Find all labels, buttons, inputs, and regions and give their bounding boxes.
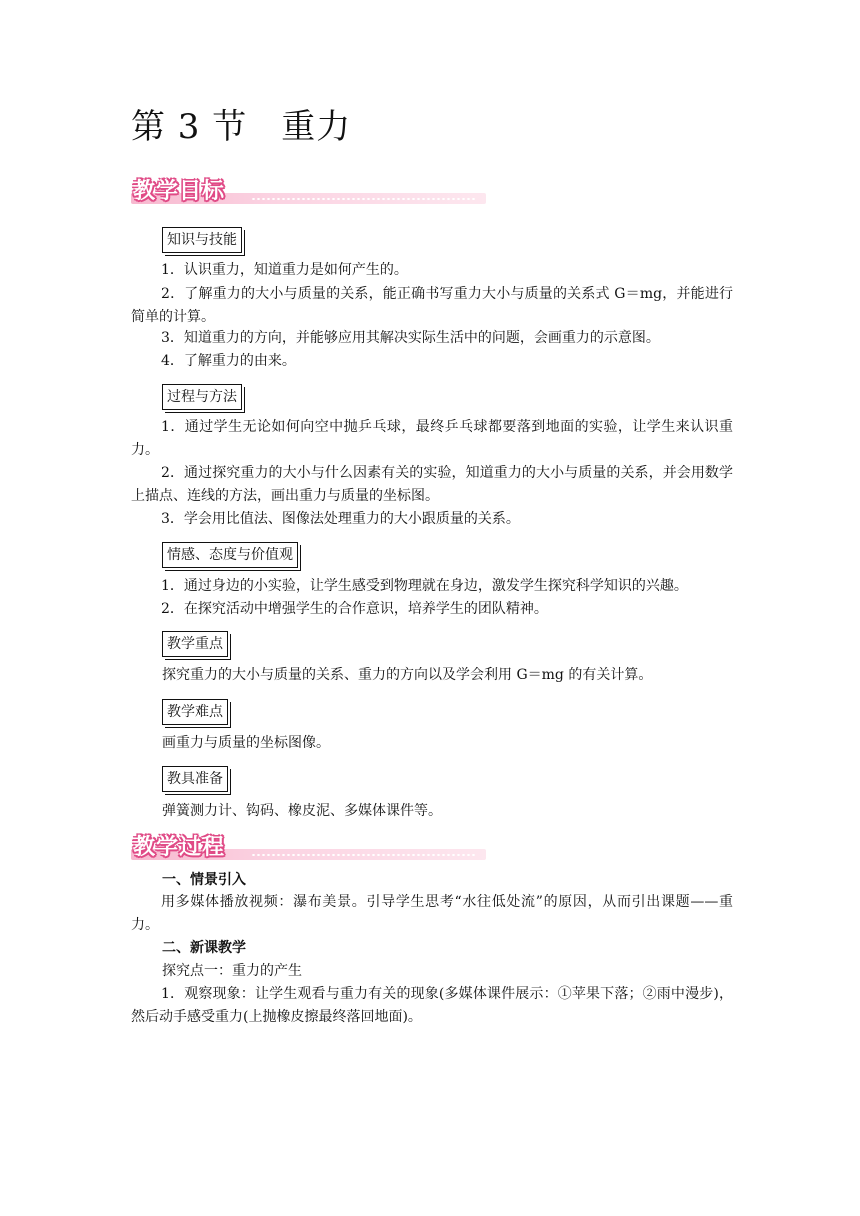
- process-method-item-3: 3．学会用比值法、图像法处理重力的大小跟质量的关系。: [161, 511, 520, 527]
- observe-item-1: 1．观察现象：让学生观看与重力有关的现象(多媒体课件展示：①苹果下落；②雨中漫步)，然后动手感受重力(上抛橡皮擦最终落回地面)。: [131, 986, 733, 1025]
- tools-heading: 教具准备: [162, 766, 228, 792]
- process-method-item-1: 1．通过学生无论如何向空中抛乒乓球，最终乒乓球都要落到地面的实验，让学生来认识重力。: [131, 419, 733, 458]
- explore-point-1: 探究点一：重力的产生: [162, 963, 302, 979]
- knowledge-item-3: 3．知道重力的方向，并能够应用其解决实际生活中的问题，会画重力的示意图。: [161, 330, 660, 346]
- process-method-item-2: 2．通过探究重力的大小与什么因素有关的实验，知道重力的大小与质量的关系，并会用数学上描点、连线的方法，画出重力与质量的坐标图。: [131, 465, 733, 504]
- difficulty-heading: 教学难点: [162, 699, 228, 725]
- key-point-text: 探究重力的大小与质量的关系、重力的方向以及学会利用 G＝mg 的有关计算。: [162, 667, 653, 683]
- knowledge-item-4: 4．了解重力的由来。: [161, 353, 296, 369]
- tools-text: 弹簧测力计、钩码、橡皮泥、多媒体课件等。: [162, 803, 442, 819]
- goals-banner: [131, 176, 486, 206]
- intro-heading: 一、情景引入: [162, 872, 246, 888]
- key-point-heading: 教学重点: [162, 631, 228, 657]
- goals-banner-label: 教学目标: [133, 179, 226, 204]
- new-lesson-heading: 二、新课教学: [162, 940, 246, 956]
- intro-text: 用多媒体播放视频：瀑布美景。引导学生思考“水往低处流”的原因，从而引出课题——重力。: [131, 894, 733, 933]
- difficulty-text: 画重力与质量的坐标图像。: [162, 735, 330, 751]
- section-name: 重力: [281, 107, 352, 147]
- process-banner: [131, 832, 486, 862]
- process-banner-label: 教学过程: [133, 835, 226, 860]
- knowledge-item-2: 2．了解重力的大小与质量的关系，能正确书写重力大小与质量的关系式 G＝mg，并能进行简单的计算。: [131, 286, 733, 325]
- process-method-heading: 过程与方法: [162, 384, 242, 410]
- knowledge-item-1: 1．认识重力，知道重力是如何产生的。: [161, 262, 408, 278]
- emotion-item-1: 1．通过身边的小实验，让学生感受到物理就在身边，激发学生探究科学知识的兴趣。: [161, 578, 688, 594]
- knowledge-heading: 知识与技能: [162, 227, 242, 253]
- emotion-heading: 情感、态度与价值观: [162, 542, 298, 568]
- page-title: [131, 104, 351, 150]
- section-number: 第 3 节: [131, 107, 248, 147]
- emotion-item-2: 2．在探究活动中增强学生的合作意识，培养学生的团队精神。: [161, 601, 548, 617]
